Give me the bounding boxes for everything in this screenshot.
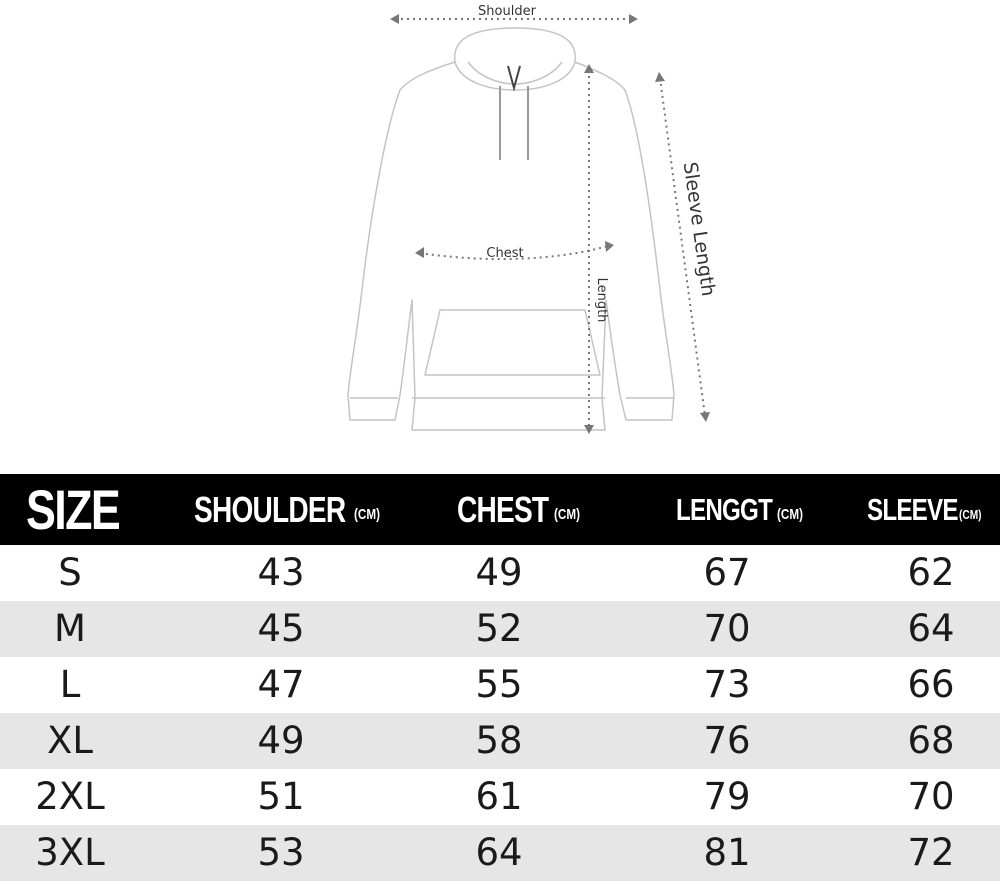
- chest-cell: 61: [475, 775, 523, 818]
- chest-column-header: [457, 474, 587, 545]
- length-cell: 67: [703, 551, 751, 594]
- shoulder-cell: 49: [257, 719, 305, 762]
- sleeve-cell: 66: [907, 663, 955, 706]
- length-label: Length: [594, 277, 609, 323]
- chest-cell: 58: [475, 719, 523, 762]
- size-column-header: [26, 474, 142, 545]
- length-cell: 70: [703, 607, 751, 650]
- chest-header-label: CHEST: [457, 488, 549, 530]
- shoulder-header-label: SHOULDER: [194, 488, 346, 530]
- size-header-label: SIZE: [26, 478, 120, 541]
- size-cell: 2XL: [35, 775, 105, 818]
- size-cell: L: [59, 663, 81, 706]
- shoulder-cell: 45: [257, 607, 305, 650]
- length-cell: 73: [703, 663, 751, 706]
- table-row: [0, 825, 1000, 881]
- table-row: [0, 601, 1000, 657]
- sleeve-cell: 64: [907, 607, 955, 650]
- sleeve-cell: 68: [907, 719, 955, 762]
- sleeve-cell: 70: [907, 775, 955, 818]
- sleeve-header-label: SLEEVE: [867, 491, 958, 527]
- size-chart-table: [0, 474, 1000, 881]
- chest-cell: 55: [475, 663, 523, 706]
- shoulder-column-header: [194, 474, 387, 545]
- table-row: [0, 545, 1000, 601]
- sleeve-column-header: [867, 474, 988, 545]
- size-cell: M: [54, 607, 86, 650]
- length-cell: 79: [703, 775, 751, 818]
- chest-cell: 49: [475, 551, 523, 594]
- sleeve-cell: 72: [907, 831, 955, 874]
- neck-notch: [508, 66, 520, 88]
- sleeve-cell: 62: [907, 551, 955, 594]
- shoulder-cell: 53: [257, 831, 305, 874]
- size-cell: XL: [47, 719, 93, 762]
- shoulder-cell: 47: [257, 663, 305, 706]
- chest-cell: 52: [475, 607, 523, 650]
- table-row: [0, 713, 1000, 769]
- length-unit-label: (CM): [777, 506, 804, 523]
- shoulder-label: Shoulder: [478, 4, 536, 19]
- chest-label: Chest: [486, 246, 524, 261]
- hoodie-outline: [348, 28, 674, 430]
- drawstrings: [500, 86, 528, 160]
- shoulder-cell: 51: [257, 775, 305, 818]
- length-column-header: [676, 474, 811, 545]
- table-header: [0, 474, 1000, 545]
- table-row: [0, 769, 1000, 825]
- size-cell: S: [58, 551, 82, 594]
- sleeve-length-label: Sleeve Length: [678, 160, 720, 298]
- size-cell: 3XL: [35, 831, 105, 874]
- table-row: [0, 657, 1000, 713]
- chest-unit-label: (CM): [554, 506, 581, 523]
- chest-cell: 64: [475, 831, 523, 874]
- shoulder-unit-label: (CM): [354, 506, 381, 523]
- guide-arrowheads: [390, 14, 710, 434]
- length-cell: 81: [703, 831, 751, 874]
- length-header-label: LENGGT: [676, 491, 773, 527]
- length-cell: 76: [703, 719, 751, 762]
- shoulder-cell: 43: [257, 551, 305, 594]
- sleeve-unit-label: (CM): [959, 507, 982, 522]
